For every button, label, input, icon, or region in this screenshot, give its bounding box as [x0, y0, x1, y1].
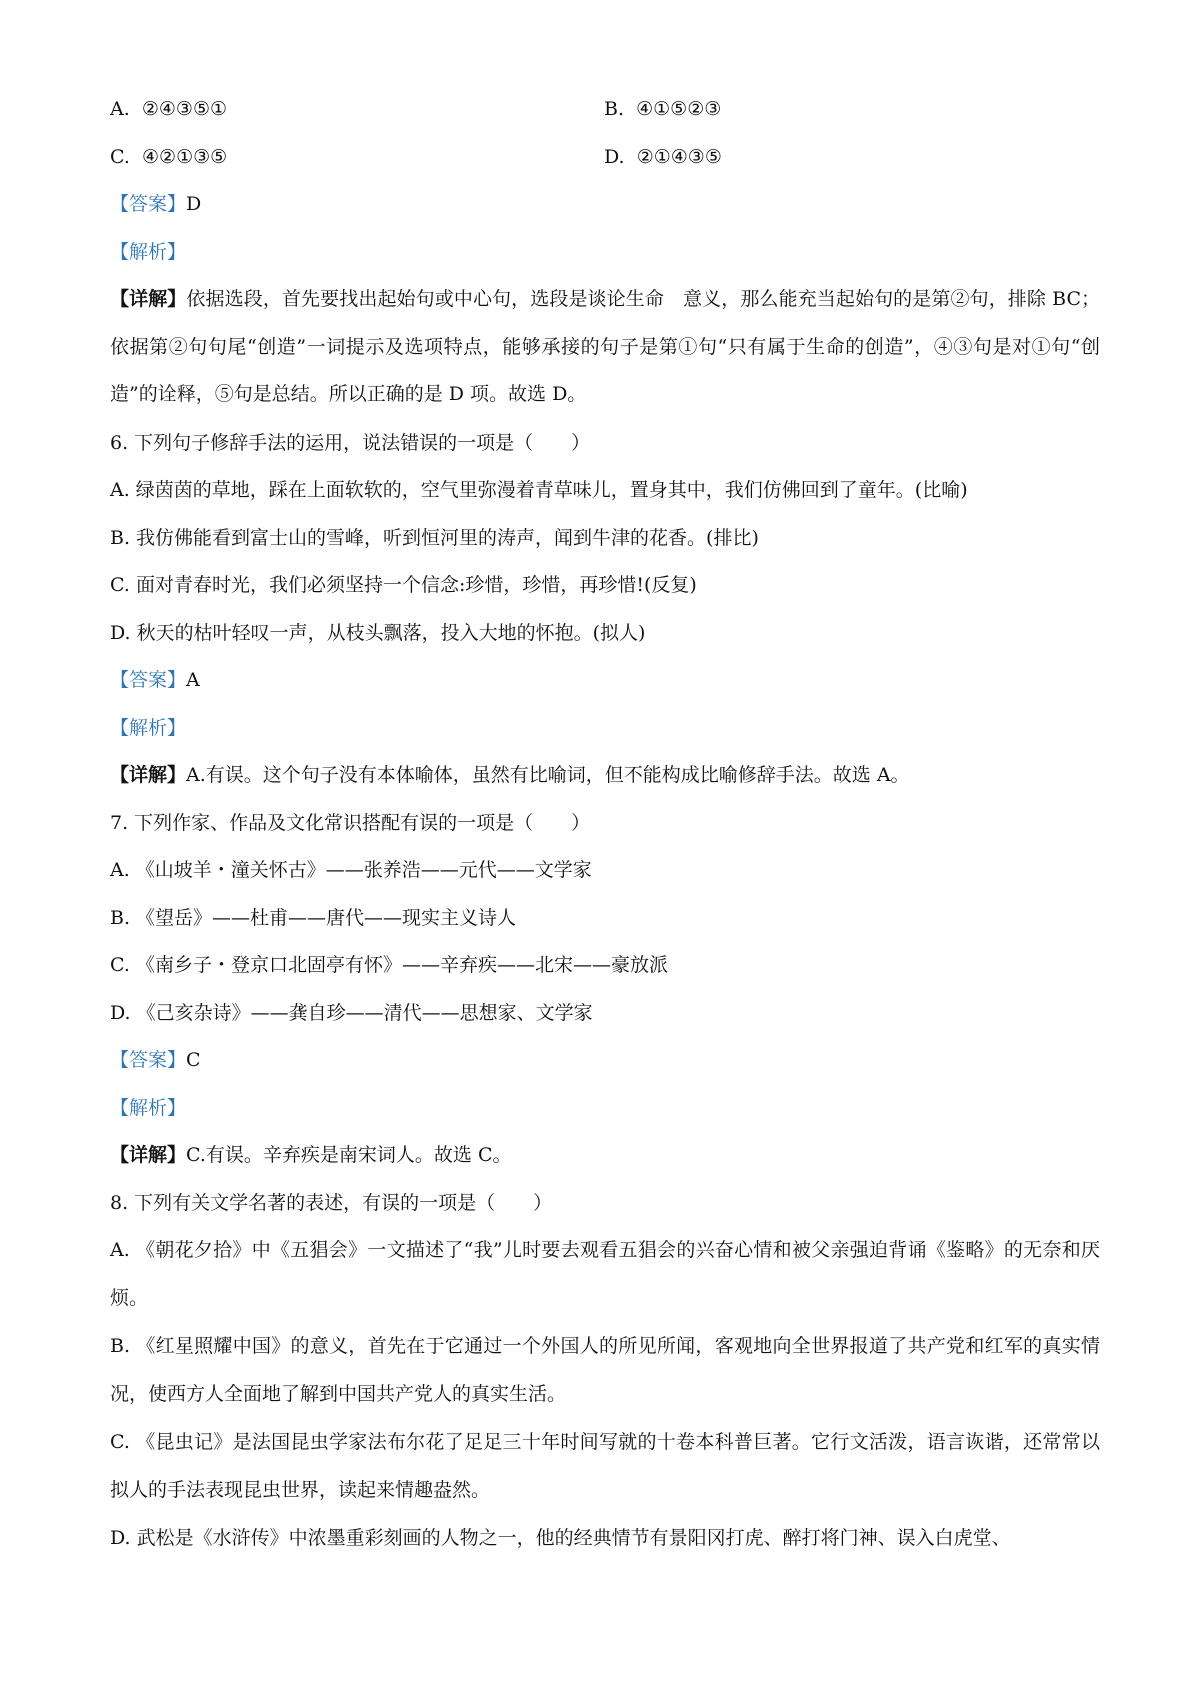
q5-option-a[interactable]: A. ②④③⑤① — [110, 98, 228, 120]
q7-detail — [110, 1142, 1100, 1168]
q6-answer — [110, 667, 1100, 693]
q6-analysis — [110, 715, 1100, 741]
q5-options-row-1 — [110, 96, 1100, 122]
q7-option-a[interactable]: A. 《山坡羊・潼关怀古》——张养浩——元代——文学家 — [110, 859, 592, 881]
q5-options-row-2 — [110, 144, 1100, 170]
q8-stem: 8. 下列有关文学名著的表述，有误的一项是（ ） — [110, 1191, 553, 1214]
analysis-tag: 【解析】 — [110, 1096, 187, 1119]
analysis-tag: 【解析】 — [110, 716, 187, 739]
detail-tag: 【详解】 — [110, 764, 187, 786]
q5-analysis — [110, 239, 1100, 265]
q6-option-c[interactable]: C. 面对青春时光，我们必须坚持一个信念:珍惜，珍惜，再珍惜!(反复) — [110, 574, 697, 596]
q7-analysis — [110, 1095, 1100, 1121]
detail-tag: 【详解】 — [110, 288, 187, 310]
detail-text: A.有误。这个句子没有本体喻体，虽然有比喻词，但不能构成比喻修辞手法。故选 A。 — [186, 764, 910, 786]
q6-option-d[interactable]: D. 秋天的枯叶轻叹一声，从枝头飘落，投入大地的怀抱。(拟人) — [110, 621, 646, 644]
detail-text: C.有误。辛弃疾是南宋词人。故选 C。 — [186, 1144, 512, 1166]
document-page — [110, 96, 1100, 1573]
q6-option-a[interactable]: A. 绿茵茵的草地，踩在上面软软的，空气里弥漫着青草味儿，置身其中，我们仿佛回到了童年。(比喻) — [110, 479, 968, 501]
q8-option-c[interactable]: C. 《昆虫记》是法国昆虫学家法布尔花了足足三十年时间写就的十卷本科普巨著。它行文活泼，语言诙谐，还常常以拟人的手法表现昆虫世界，读起来情趣盎然。 — [110, 1431, 1100, 1501]
q5-detail — [110, 276, 1100, 419]
q7-option-d[interactable]: D. 《己亥杂诗》——龚自珍——清代——思想家、文学家 — [110, 1001, 593, 1024]
answer-value: A — [186, 669, 200, 691]
detail-text: 依据选段，首先要找出起始句或中心句，选段是谈论生命 意义，那么能充当起始句的是第②句，排除 BC；依据第②句句尾“创造”一词提示及选项特点，能够承接的句子是第①句“只有属于生命的创造”，④③句是对①句“创造”的诠释，⑤句是总结。所以正确的是 D 项。故选 D。 — [110, 288, 1100, 405]
q8-option-a[interactable]: A. 《朝花夕拾》中《五猖会》一文描述了“我”儿时要去观看五猖会的兴奋心情和被父亲强迫背诵《鉴略》的无奈和厌烦。 — [110, 1239, 1100, 1309]
answer-tag: 【答案】 — [110, 1049, 187, 1071]
q7-option-b[interactable]: B. 《望岳》——杜甫——唐代——现实主义诗人 — [110, 906, 517, 929]
answer-value: C — [186, 1049, 201, 1071]
q6-detail — [110, 762, 1100, 788]
q8-option-d[interactable]: D. 武松是《水浒传》中浓墨重彩刻画的人物之一，他的经典情节有景阳冈打虎、醉打将门神、误入白虎堂、 — [110, 1527, 1011, 1549]
q7-answer — [110, 1047, 1100, 1073]
answer-tag: 【答案】 — [110, 193, 187, 215]
q7-stem: 7. 下列作家、作品及文化常识搭配有误的一项是（ ） — [110, 811, 591, 834]
detail-tag: 【详解】 — [110, 1144, 187, 1166]
answer-value: D — [186, 193, 202, 215]
q8-option-b[interactable]: B. 《红星照耀中国》的意义，首先在于它通过一个外国人的所见所闻，客观地向全世界报道了共产党和红军的真实情况，使西方人全面地了解到中国共产党人的真实生活。 — [110, 1335, 1100, 1405]
q5-option-c[interactable]: C. ④②①③⑤ — [110, 145, 228, 168]
q5-answer — [110, 191, 1100, 217]
q5-option-d[interactable]: D. ②①④③⑤ — [604, 145, 722, 168]
q6-option-b[interactable]: B. 我仿佛能看到富士山的雪峰，听到恒河里的涛声，闻到牛津的花香。(排比) — [110, 526, 759, 549]
q5-option-b[interactable]: B. ④①⑤②③ — [604, 98, 722, 120]
analysis-tag: 【解析】 — [110, 240, 187, 263]
answer-tag: 【答案】 — [110, 669, 187, 691]
q6-stem: 6. 下列句子修辞手法的运用，说法错误的一项是（ ） — [110, 431, 591, 454]
q7-option-c[interactable]: C. 《南乡子・登京口北固亭有怀》——辛弃疾——北宋——豪放派 — [110, 954, 668, 976]
